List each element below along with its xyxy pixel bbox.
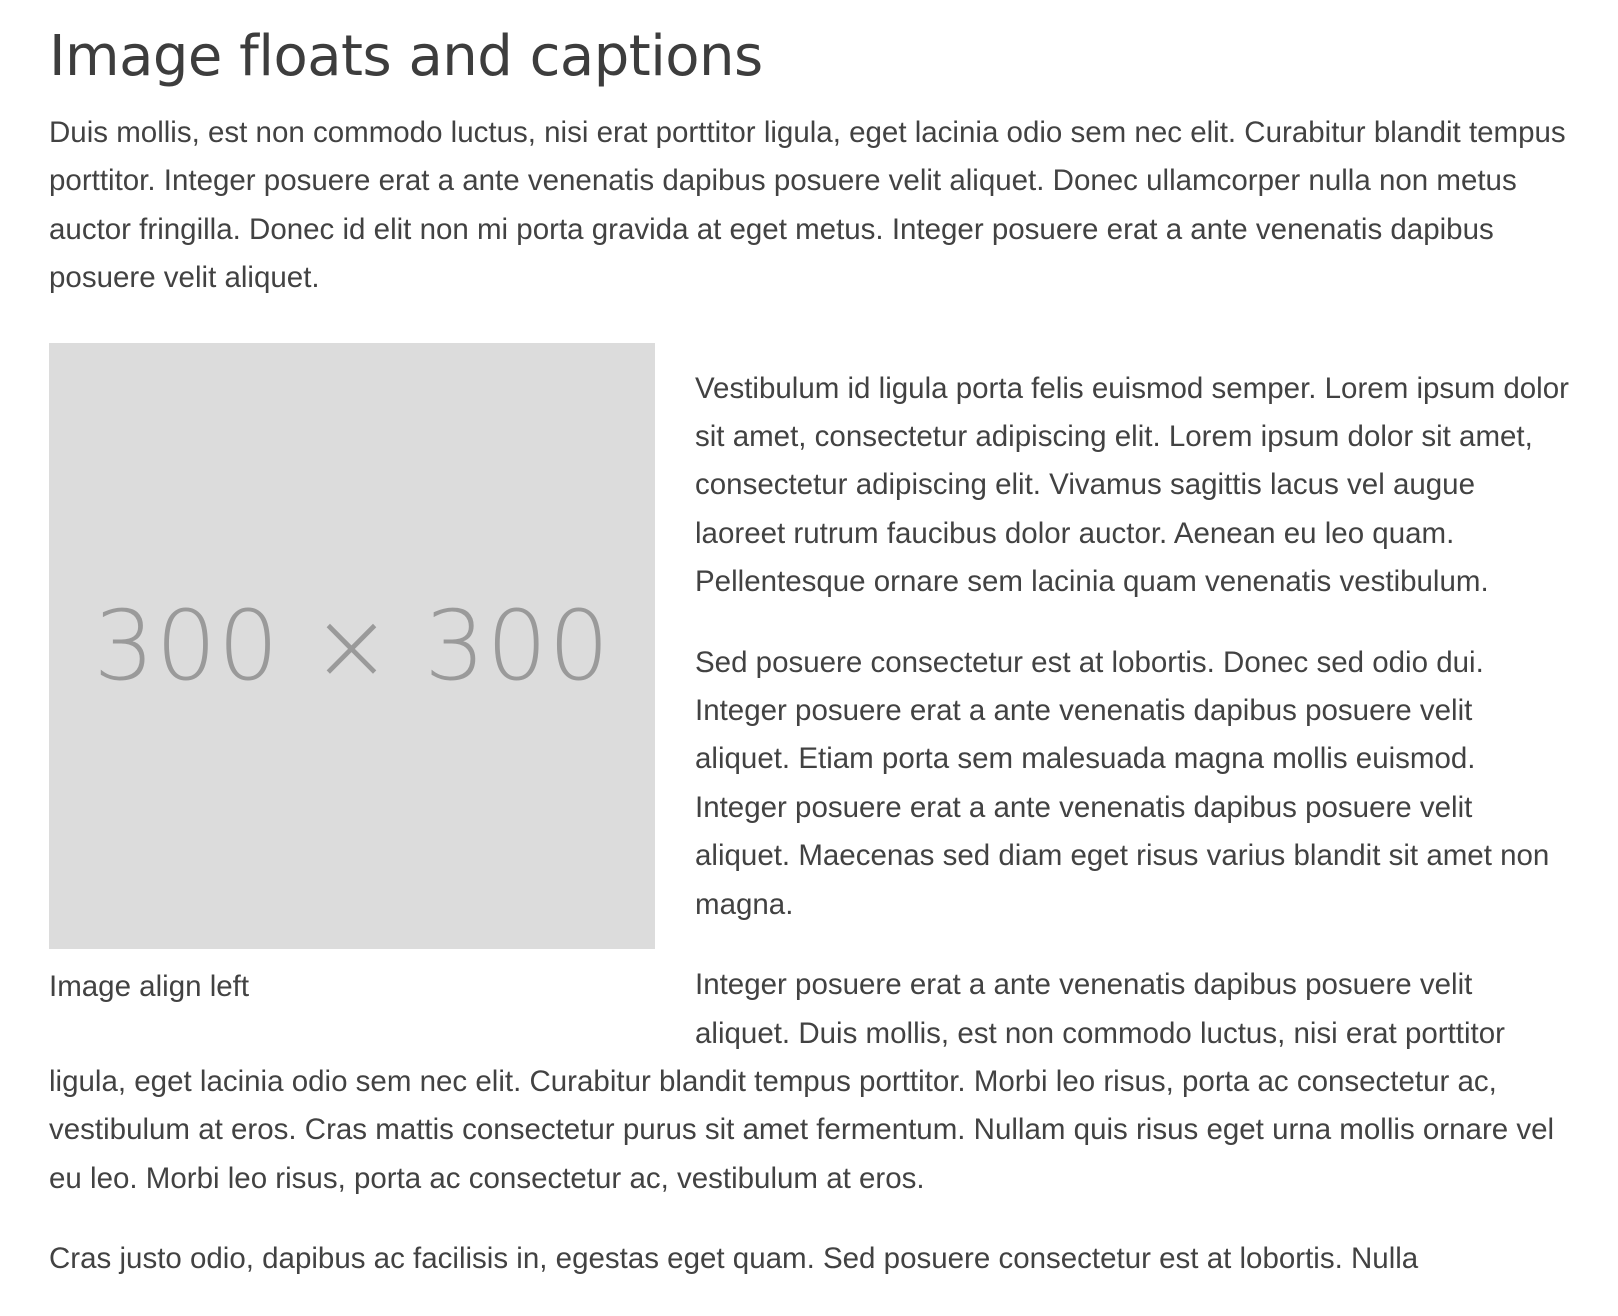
page-title: Image floats and captions — [49, 24, 763, 89]
image-caption: Image align left — [49, 969, 250, 1003]
paragraph-2: Sed posuere consectetur est at lobortis. Donec sed odio dui. Integer posuere erat a ante venenatis dapibus posuere velit aliquet. Etiam porta sem malesuada magna mollis euismod. Integer posuere erat a ante venenatis dapibus posuere velit aliquet. Maecenas sed diam eget risus varius blandit sit amet non magna. — [695, 645, 1550, 921]
image-figure — [49, 343, 655, 1011]
paragraph-3: Integer posuere erat a ante venenatis dapibus posuere velit aliquet. Duis mollis, est non commodo luctus, nisi erat porttitor ligula, eget lacinia odio sem nec elit. Curabitur blandit tempus porttitor. Morbi leo risus, porta ac consectetur ac, vestibulum at eros. Cras mattis consectetur purus sit amet fermentum. Nullam quis risus eget urna mollis ornare vel eu leo. Morbi leo risus, porta ac consectetur ac, vestibulum at eros. — [49, 968, 1555, 1195]
intro-paragraph: Duis mollis, est non commodo luctus, nisi erat porttitor ligula, eget lacinia odio sem nec elit. Curabitur blandit tempus porttitor. Integer posuere erat a ante venenatis dapibus posuere velit aliquet. Donec ullamcorper nulla non metus auctor fringilla. Donec id elit non mi porta gravida at eget metus. Integer posuere erat a ante venenatis dapibus posuere velit aliquet. — [49, 116, 1566, 295]
article-content — [49, 0, 1571, 1316]
placeholder-image — [49, 343, 655, 949]
placeholder-dimensions-label: 300 × 300 — [93, 589, 611, 702]
paragraph-4: Cras justo odio, dapibus ac facilisis in, egestas eget quam. Sed posuere consectetur est at lobortis. Nulla — [49, 1242, 1419, 1276]
paragraph-1: Vestibulum id ligula porta felis euismod semper. Lorem ipsum dolor sit amet, consectetur adipiscing elit. Lorem ipsum dolor sit amet, consectetur adipiscing elit. Vivamus sagittis lacus vel augue laoreet rutrum faucibus dolor auctor. Aenean eu leo quam. Pellentesque ornare sem lacinia quam venenatis vestibulum. — [695, 371, 1569, 599]
